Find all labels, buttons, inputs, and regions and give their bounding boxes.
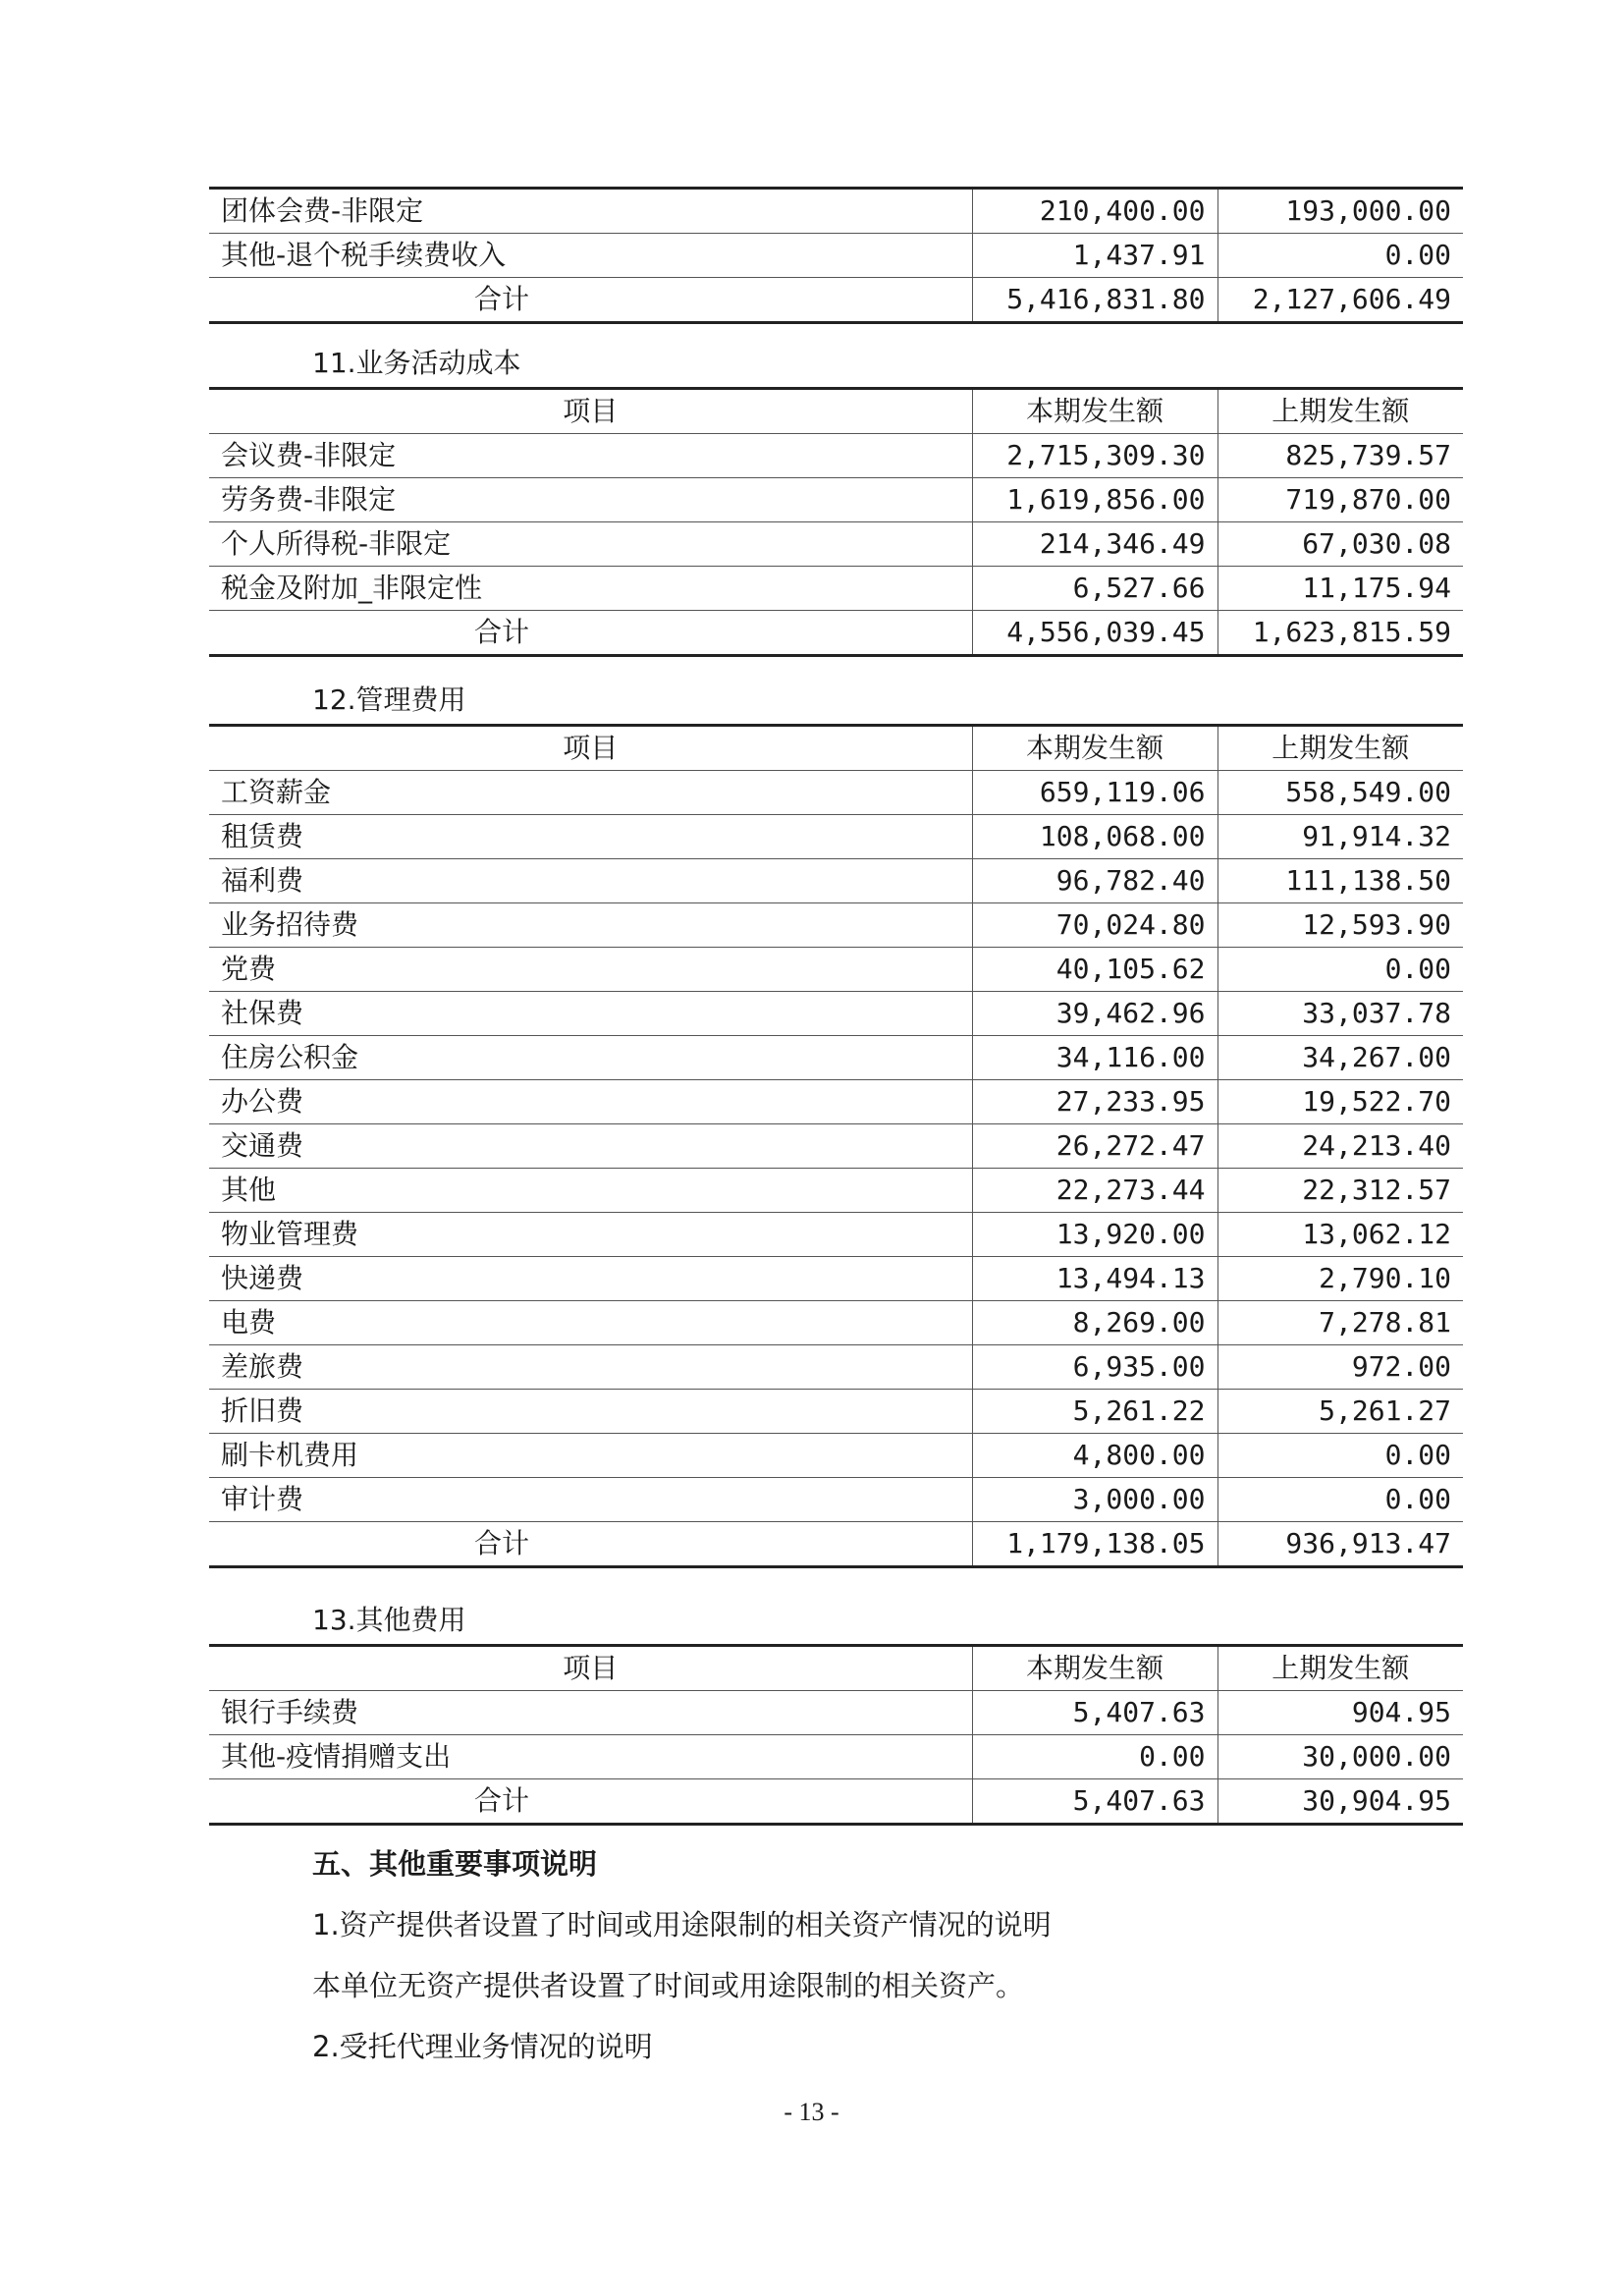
table-row (209, 434, 1463, 478)
row-item-label: 审计费 (209, 1478, 972, 1522)
table-row (209, 1434, 1463, 1478)
paragraph-restricted-assets-heading: 1.资产提供者设置了时间或用途限制的相关资产情况的说明 (312, 1908, 1052, 1941)
table-row (209, 234, 1463, 278)
row-item-label: 差旅费 (209, 1345, 972, 1390)
row-item-label: 电费 (209, 1301, 972, 1345)
income-table-continued (209, 187, 1463, 324)
row-item-label: 工资薪金 (209, 771, 972, 815)
row-item-label: 物业管理费 (209, 1213, 972, 1257)
table-total-row (209, 1779, 1463, 1825)
table-row (209, 903, 1463, 948)
row-previous-amount: 7,278.81 (1217, 1301, 1463, 1345)
row-current-amount: 5,261.22 (972, 1390, 1217, 1434)
admin-expense-table (209, 724, 1463, 1568)
row-current-amount: 3,000.00 (972, 1478, 1217, 1522)
table-row (209, 815, 1463, 859)
section-5-title: 五、其他重要事项说明 (312, 1847, 598, 1881)
row-item-label: 团体会费-非限定 (209, 189, 972, 234)
row-previous-amount: 0.00 (1217, 1434, 1463, 1478)
total-current-amount: 4,556,039.45 (972, 611, 1217, 656)
row-item-label: 税金及附加_非限定性 (209, 567, 972, 611)
row-current-amount: 210,400.00 (972, 189, 1217, 234)
table-row (209, 478, 1463, 522)
table-total-row (209, 611, 1463, 656)
section-13-heading: 13.其他费用 (312, 1604, 466, 1636)
table-row (209, 1169, 1463, 1213)
header-previous-period: 上期发生额 (1217, 726, 1463, 771)
total-previous-amount: 30,904.95 (1217, 1779, 1463, 1825)
row-previous-amount: 0.00 (1217, 948, 1463, 992)
row-current-amount: 0.00 (972, 1735, 1217, 1779)
row-previous-amount: 111,138.50 (1217, 859, 1463, 903)
row-current-amount: 39,462.96 (972, 992, 1217, 1036)
row-item-label: 劳务费-非限定 (209, 478, 972, 522)
row-current-amount: 27,233.95 (972, 1080, 1217, 1124)
section-12-heading: 12.管理费用 (312, 683, 466, 716)
row-item-label: 其他-退个税手续费收入 (209, 234, 972, 278)
row-item-label: 快递费 (209, 1257, 972, 1301)
table-row (209, 992, 1463, 1036)
row-current-amount: 13,920.00 (972, 1213, 1217, 1257)
row-previous-amount: 193,000.00 (1217, 189, 1463, 234)
row-previous-amount: 0.00 (1217, 1478, 1463, 1522)
row-item-label: 租赁费 (209, 815, 972, 859)
row-item-label: 住房公积金 (209, 1036, 972, 1080)
table-header-row (209, 726, 1463, 771)
row-previous-amount: 5,261.27 (1217, 1390, 1463, 1434)
row-current-amount: 22,273.44 (972, 1169, 1217, 1213)
other-expense-table (209, 1644, 1463, 1826)
header-current-period: 本期发生额 (972, 1646, 1217, 1691)
total-label: 合计 (209, 1522, 972, 1567)
table-row (209, 1301, 1463, 1345)
row-item-label: 刷卡机费用 (209, 1434, 972, 1478)
row-item-label: 其他-疫情捐赠支出 (209, 1735, 972, 1779)
row-previous-amount: 904.95 (1217, 1691, 1463, 1735)
section-11-heading: 11.业务活动成本 (312, 347, 521, 379)
row-current-amount: 96,782.40 (972, 859, 1217, 903)
row-current-amount: 6,935.00 (972, 1345, 1217, 1390)
row-previous-amount: 13,062.12 (1217, 1213, 1463, 1257)
table-row (209, 859, 1463, 903)
total-previous-amount: 936,913.47 (1217, 1522, 1463, 1567)
total-current-amount: 1,179,138.05 (972, 1522, 1217, 1567)
table-row (209, 1390, 1463, 1434)
row-previous-amount: 0.00 (1217, 234, 1463, 278)
row-current-amount: 34,116.00 (972, 1036, 1217, 1080)
row-current-amount: 2,715,309.30 (972, 434, 1217, 478)
row-current-amount: 214,346.49 (972, 522, 1217, 567)
table-row (209, 1257, 1463, 1301)
table-row (209, 1036, 1463, 1080)
table-row (209, 567, 1463, 611)
row-item-label: 个人所得税-非限定 (209, 522, 972, 567)
header-current-period: 本期发生额 (972, 389, 1217, 434)
row-item-label: 办公费 (209, 1080, 972, 1124)
row-item-label: 折旧费 (209, 1390, 972, 1434)
row-previous-amount: 19,522.70 (1217, 1080, 1463, 1124)
row-item-label: 党费 (209, 948, 972, 992)
table-row (209, 1080, 1463, 1124)
row-previous-amount: 67,030.08 (1217, 522, 1463, 567)
row-current-amount: 6,527.66 (972, 567, 1217, 611)
total-current-amount: 5,407.63 (972, 1779, 1217, 1825)
row-current-amount: 13,494.13 (972, 1257, 1217, 1301)
row-item-label: 社保费 (209, 992, 972, 1036)
page-number: - 13 - (784, 2098, 839, 2126)
row-previous-amount: 24,213.40 (1217, 1124, 1463, 1169)
table-row (209, 1124, 1463, 1169)
total-label: 合计 (209, 1779, 972, 1825)
table-row (209, 189, 1463, 234)
table-row (209, 1691, 1463, 1735)
total-current-amount: 5,416,831.80 (972, 278, 1217, 323)
row-item-label: 福利费 (209, 859, 972, 903)
row-previous-amount: 22,312.57 (1217, 1169, 1463, 1213)
row-item-label: 银行手续费 (209, 1691, 972, 1735)
table-total-row (209, 1522, 1463, 1567)
table-row (209, 1478, 1463, 1522)
row-previous-amount: 719,870.00 (1217, 478, 1463, 522)
row-current-amount: 108,068.00 (972, 815, 1217, 859)
row-current-amount: 70,024.80 (972, 903, 1217, 948)
table-row (209, 771, 1463, 815)
row-current-amount: 8,269.00 (972, 1301, 1217, 1345)
row-previous-amount: 12,593.90 (1217, 903, 1463, 948)
table-row (209, 948, 1463, 992)
row-current-amount: 26,272.47 (972, 1124, 1217, 1169)
table-row (209, 1735, 1463, 1779)
header-previous-period: 上期发生额 (1217, 1646, 1463, 1691)
row-current-amount: 5,407.63 (972, 1691, 1217, 1735)
table-row (209, 1345, 1463, 1390)
row-previous-amount: 11,175.94 (1217, 567, 1463, 611)
row-previous-amount: 91,914.32 (1217, 815, 1463, 859)
table-total-row (209, 278, 1463, 323)
total-previous-amount: 2,127,606.49 (1217, 278, 1463, 323)
total-previous-amount: 1,623,815.59 (1217, 611, 1463, 656)
header-previous-period: 上期发生额 (1217, 389, 1463, 434)
row-previous-amount: 33,037.78 (1217, 992, 1463, 1036)
paragraph-restricted-assets-body: 本单位无资产提供者设置了时间或用途限制的相关资产。 (312, 1969, 1025, 2002)
row-item-label: 业务招待费 (209, 903, 972, 948)
header-item: 项目 (209, 726, 972, 771)
paragraph-entrusted-business-heading: 2.受托代理业务情况的说明 (312, 2030, 653, 2063)
row-previous-amount: 2,790.10 (1217, 1257, 1463, 1301)
row-previous-amount: 34,267.00 (1217, 1036, 1463, 1080)
row-current-amount: 1,619,856.00 (972, 478, 1217, 522)
table-row (209, 1213, 1463, 1257)
row-item-label: 会议费-非限定 (209, 434, 972, 478)
row-previous-amount: 30,000.00 (1217, 1735, 1463, 1779)
table-header-row (209, 389, 1463, 434)
row-current-amount: 1,437.91 (972, 234, 1217, 278)
table-header-row (209, 1646, 1463, 1691)
row-previous-amount: 558,549.00 (1217, 771, 1463, 815)
row-item-label: 交通费 (209, 1124, 972, 1169)
total-label: 合计 (209, 278, 972, 323)
business-cost-table (209, 387, 1463, 657)
row-current-amount: 40,105.62 (972, 948, 1217, 992)
row-current-amount: 659,119.06 (972, 771, 1217, 815)
total-label: 合计 (209, 611, 972, 656)
table-row (209, 522, 1463, 567)
header-current-period: 本期发生额 (972, 726, 1217, 771)
header-item: 项目 (209, 389, 972, 434)
row-item-label: 其他 (209, 1169, 972, 1213)
row-previous-amount: 972.00 (1217, 1345, 1463, 1390)
row-previous-amount: 825,739.57 (1217, 434, 1463, 478)
header-item: 项目 (209, 1646, 972, 1691)
row-current-amount: 4,800.00 (972, 1434, 1217, 1478)
